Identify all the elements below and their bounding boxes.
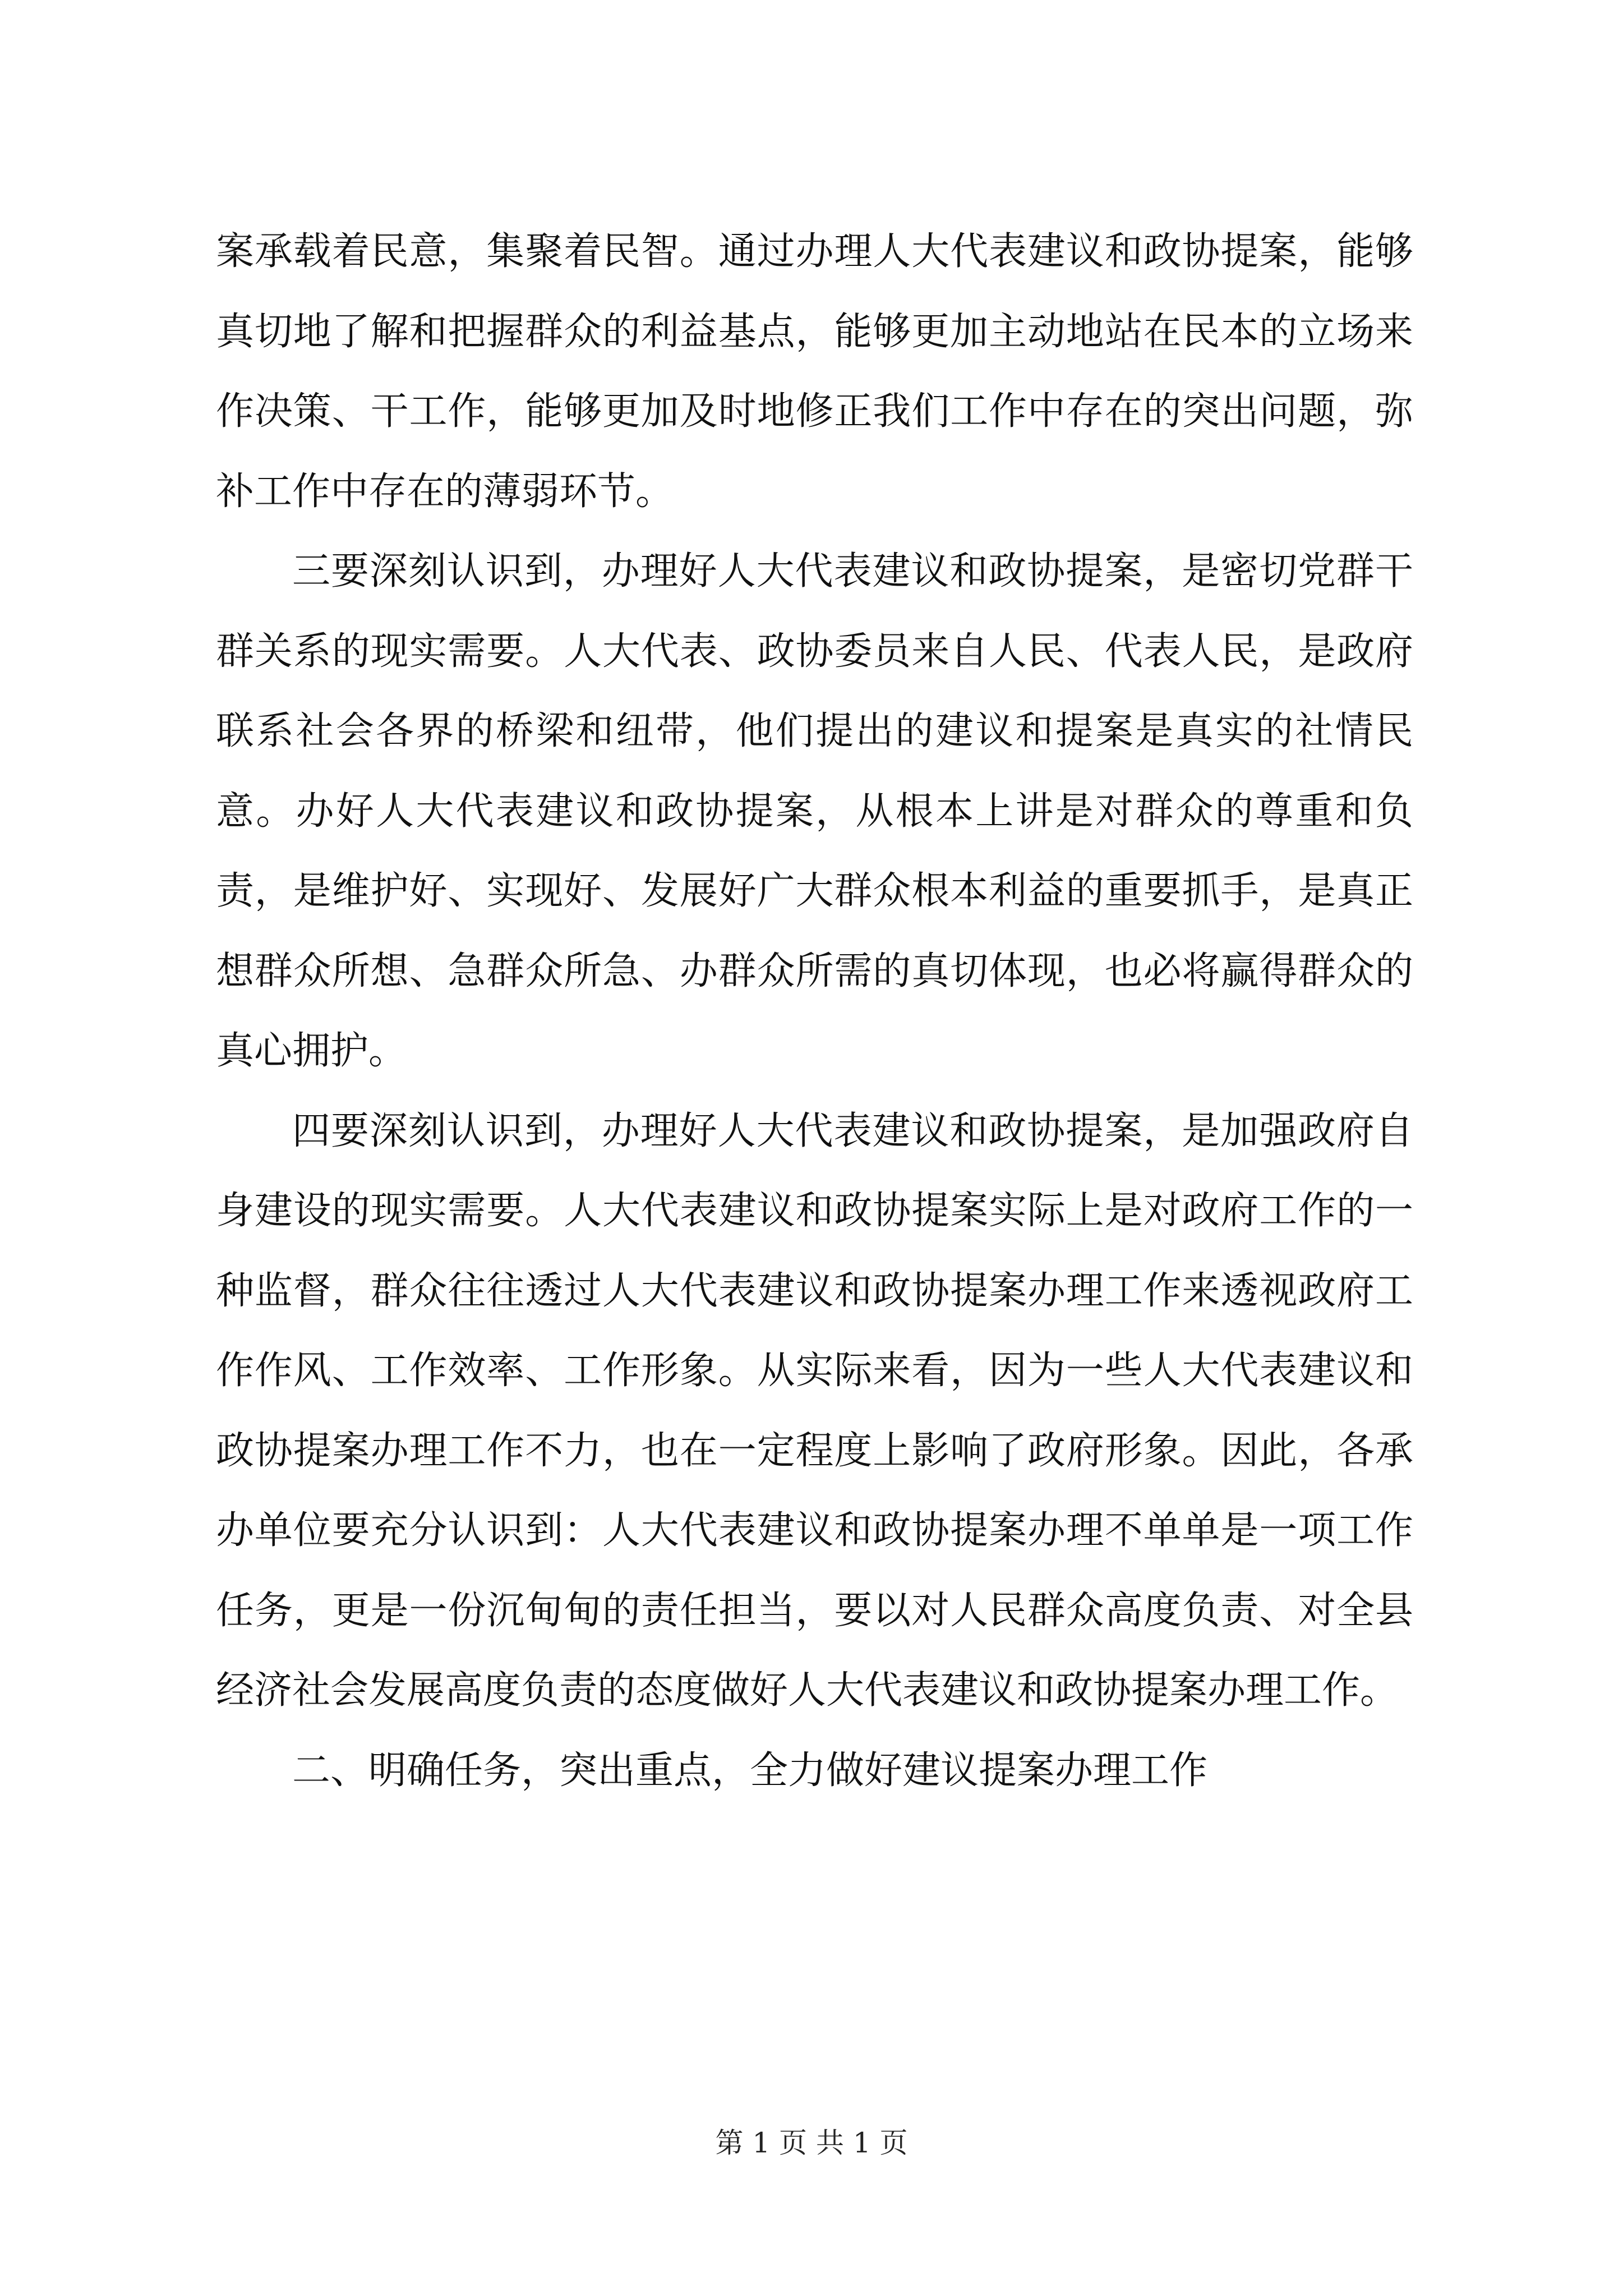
paragraph-continuation: 案承载着民意，集聚着民智。通过办理人大代表建议和政协提案，能够真切地了解和把握群众的利益基点，能够更加主动地站在民本的立场来作决策、干工作，能够更加及时地修正我们工作中存在的突出问题，弥补工作中存在的薄弱环节。 (216, 229, 1413, 514)
page-number-footer: 第 1 页 共 1 页 (715, 2127, 908, 2159)
document-body (216, 212, 1413, 1811)
paragraph-point-four: 四要深刻认识到，办理好人大代表建议和政协提案，是加强政府自身建设的现实需要。人大代表建议和政协提案实际上是对政府工作的一种监督，群众往往透过人大代表建议和政协提案办理工作来透视政府工作作风、工作效率、工作形象。从实际来看，因为一些人大代表建议和政协提案办理工作不力，也在一定程度上影响了政府形象。因此，各承办单位要充分认识到：人大代表建议和政协提案办理不单单是一项工作任务，更是一份沉甸甸的责任担当，要以对人民群众高度负责、对全县经济社会发展高度负责的态度做好人大代表建议和政协提案办理工作。 (216, 1108, 1413, 1713)
section-heading-two: 二、明确任务，突出重点，全力做好建议提案办理工作 (292, 1748, 1208, 1793)
paragraph-point-three: 三要深刻认识到，办理好人大代表建议和政协提案，是密切党群干群关系的现实需要。人大代表、政协委员来自人民、代表人民，是政府联系社会各界的桥梁和纽带，他们提出的建议和提案是真实的社情民意。办好人大代表建议和政协提案，从根本上讲是对群众的尊重和负责，是维护好、实现好、发展好广大群众根本利益的重要抓手，是真正想群众所想、急群众所急、办群众所需的真切体现，也必将赢得群众的真心拥护。 (216, 549, 1413, 1073)
